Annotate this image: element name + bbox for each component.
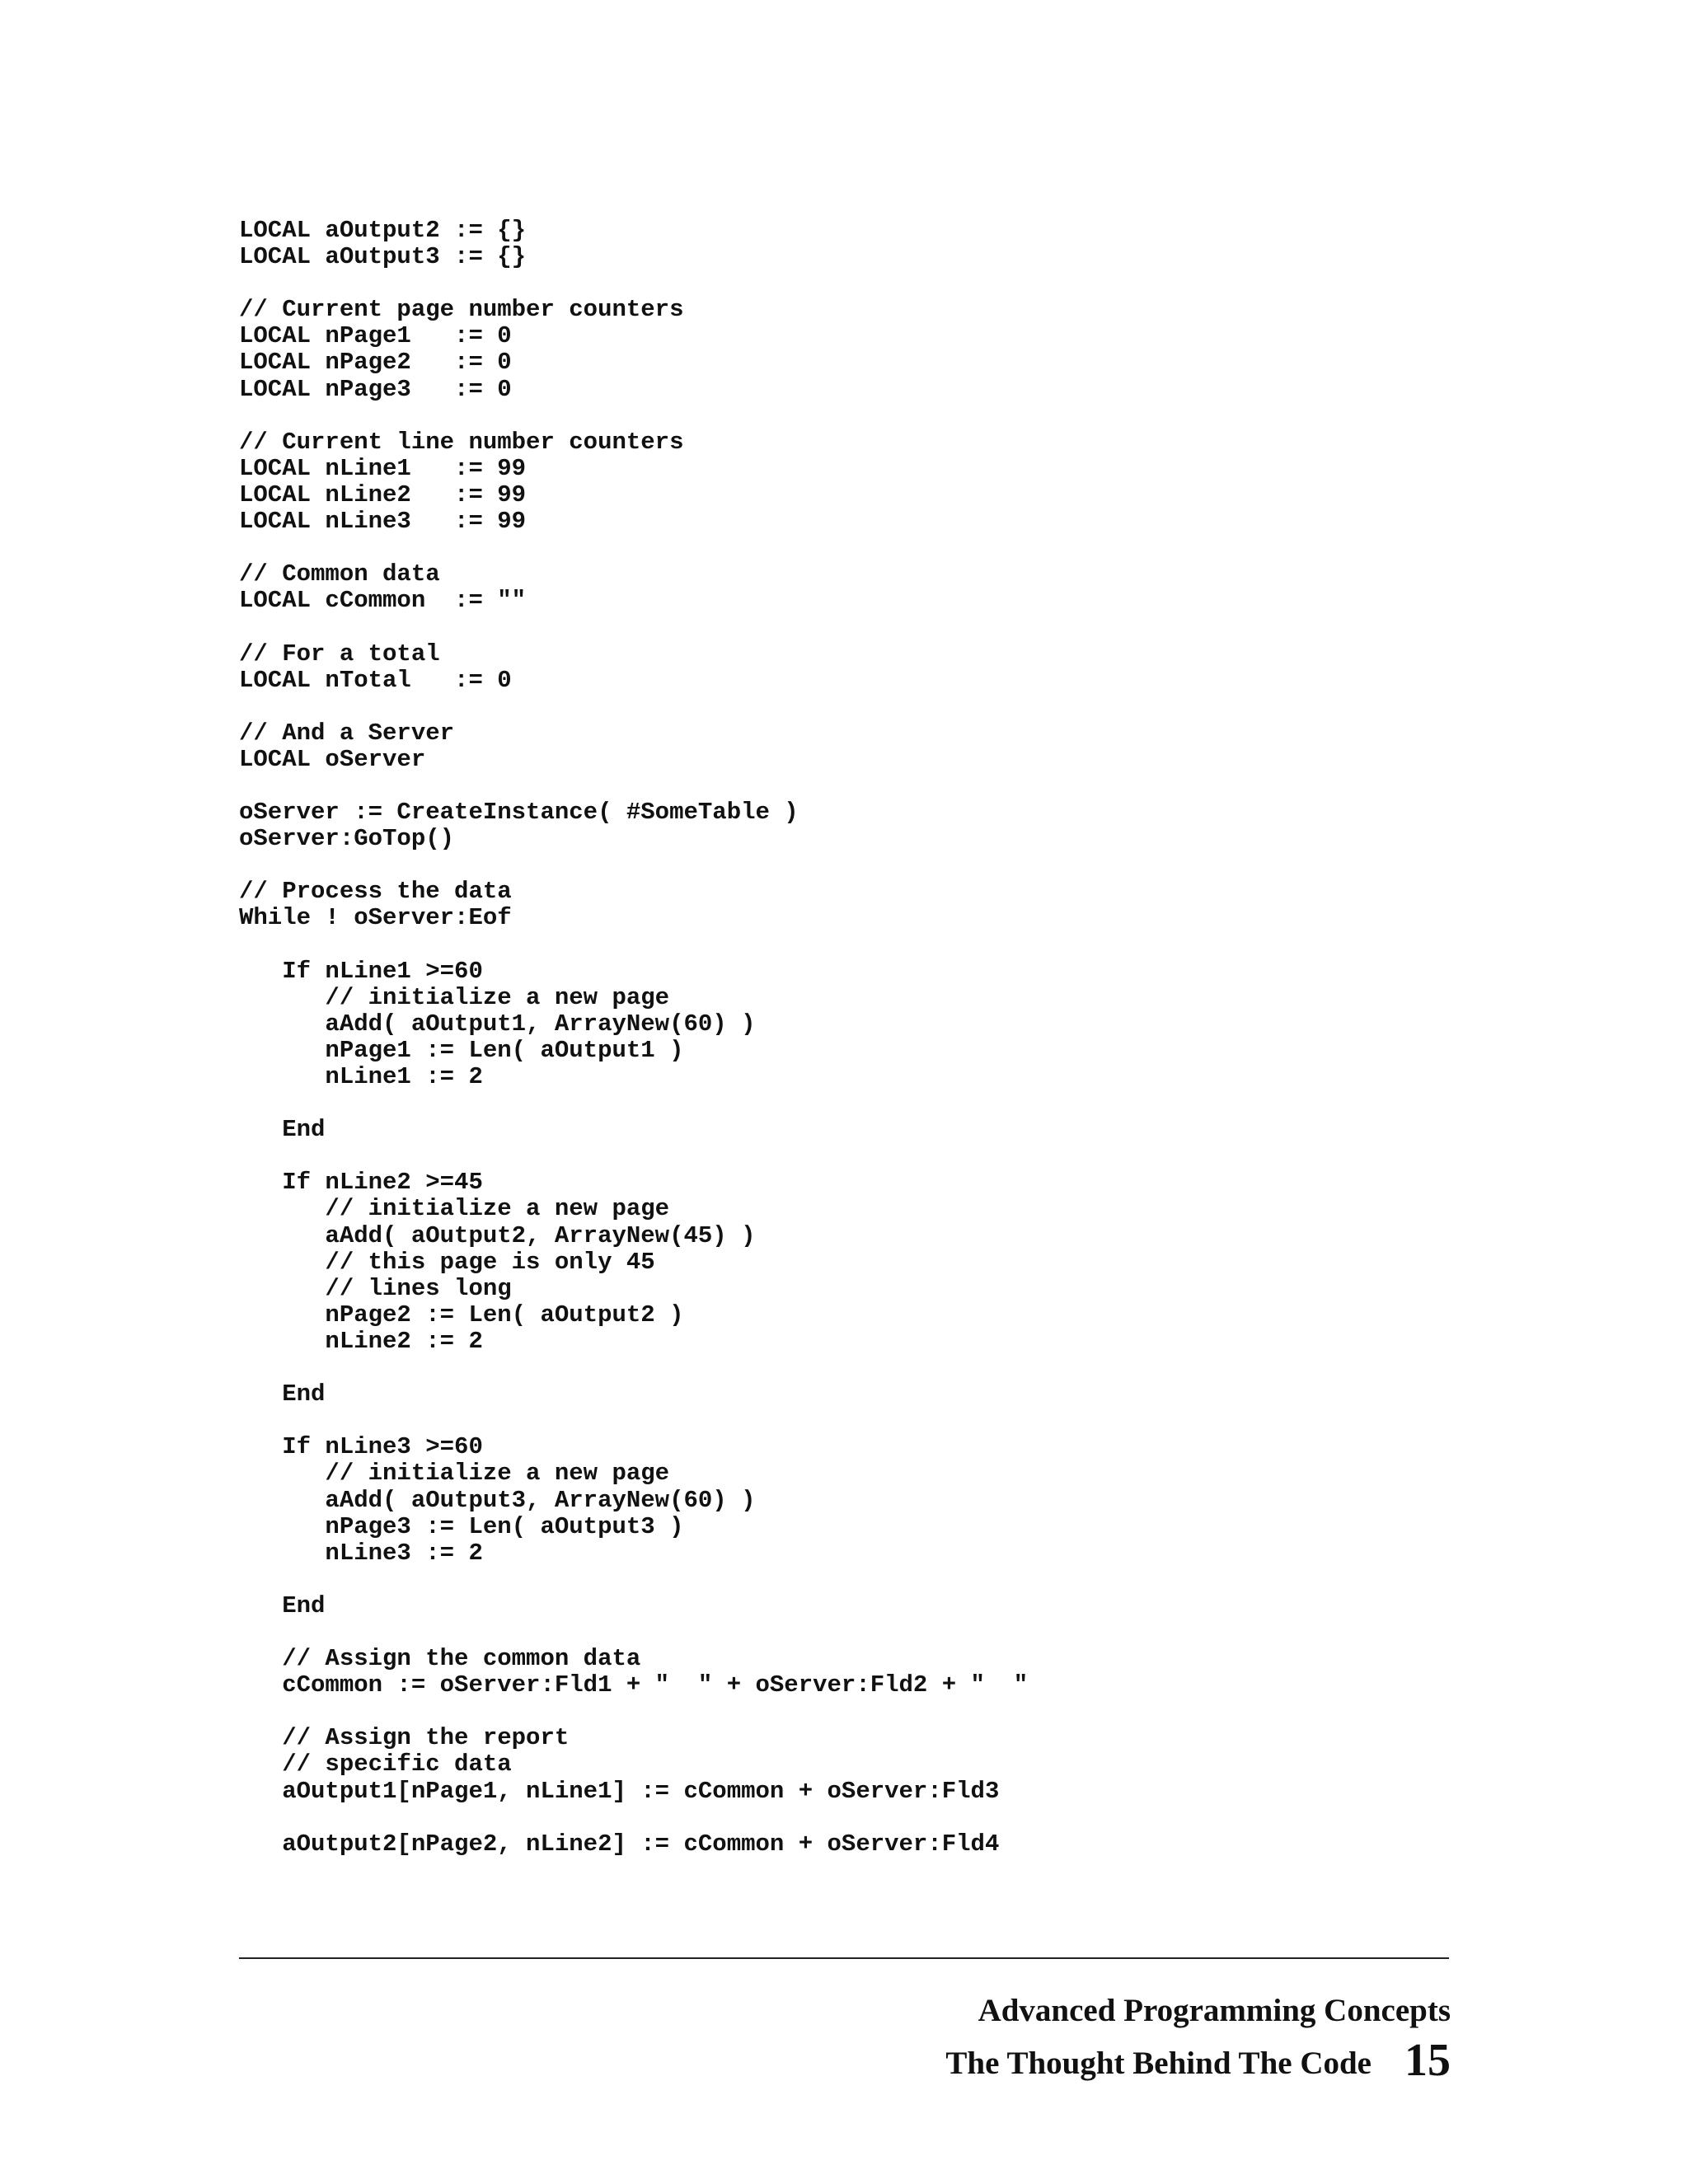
footer-subtitle: The Thought Behind The Code	[945, 2046, 1372, 2081]
code-line	[239, 694, 1028, 720]
code-line	[239, 270, 1028, 297]
code-line: // For a total	[239, 640, 440, 668]
code-line: nPage3 := Len( aOutput3 )	[239, 1512, 684, 1540]
footer-subtitle-line	[945, 2036, 1451, 2088]
code-line: LOCAL nPage2 := 0	[239, 349, 512, 377]
code-line: // lines long	[239, 1274, 512, 1302]
code-line	[239, 1090, 1028, 1117]
code-line: nPage1 := Len( aOutput1 )	[239, 1036, 684, 1064]
code-line	[239, 773, 1028, 799]
code-line: LOCAL cCommon := ""	[239, 587, 527, 615]
code-line: LOCAL aOutput2 := {}	[239, 217, 527, 244]
code-listing	[239, 218, 1028, 1858]
code-line: nPage2 := Len( aOutput2 )	[239, 1301, 684, 1329]
footer-divider	[239, 1957, 1449, 1959]
code-line: // Current line number counters	[239, 428, 684, 456]
code-line: nLine3 := 2	[239, 1539, 483, 1567]
code-line: LOCAL nTotal := 0	[239, 666, 512, 694]
code-line: LOCAL nPage1 := 0	[239, 322, 512, 350]
code-line: // Process the data	[239, 878, 512, 906]
code-line: aOutput1[nPage1, nLine1] := cCommon + oServer:Fld3	[239, 1777, 1000, 1805]
code-line: While ! oServer:Eof	[239, 904, 512, 932]
code-line	[239, 1619, 1028, 1646]
code-line: nLine2 := 2	[239, 1327, 483, 1355]
code-line	[239, 1408, 1028, 1434]
code-line	[239, 1699, 1028, 1725]
code-line: If nLine3 >=60	[239, 1433, 483, 1461]
code-line: LOCAL aOutput3 := {}	[239, 243, 527, 271]
code-line	[239, 1567, 1028, 1593]
code-line: // initialize a new page	[239, 1460, 670, 1488]
code-line: LOCAL nPage3 := 0	[239, 375, 512, 403]
code-line: aAdd( aOutput3, ArrayNew(60) )	[239, 1486, 756, 1514]
code-line: oServer := CreateInstance( #SomeTable )	[239, 799, 799, 827]
code-line	[239, 535, 1028, 561]
code-line: aAdd( aOutput1, ArrayNew(60) )	[239, 1010, 756, 1038]
code-line: End	[239, 1591, 326, 1619]
code-line	[239, 1355, 1028, 1381]
code-line: LOCAL nLine3 := 99	[239, 508, 527, 536]
page-footer	[945, 1986, 1451, 2088]
code-line: // Assign the report	[239, 1724, 570, 1752]
code-line: // initialize a new page	[239, 983, 670, 1011]
code-line: aOutput2[nPage2, nLine2] := cCommon + oServer:Fld4	[239, 1830, 1000, 1858]
footer-book-title: Advanced Programming Concepts	[978, 1993, 1451, 2028]
code-line: LOCAL nLine2 := 99	[239, 480, 527, 509]
code-line: // Current page number counters	[239, 296, 684, 324]
code-line: oServer:GoTop()	[239, 825, 455, 853]
code-line: If nLine1 >=60	[239, 957, 483, 985]
code-line: End	[239, 1380, 326, 1408]
code-line: // specific data	[239, 1750, 512, 1779]
code-line	[239, 403, 1028, 429]
code-line: aAdd( aOutput2, ArrayNew(45) )	[239, 1221, 756, 1249]
code-line: LOCAL nLine1 := 99	[239, 454, 527, 482]
code-line	[239, 1143, 1028, 1169]
code-line	[239, 614, 1028, 640]
code-line: // Assign the common data	[239, 1645, 641, 1673]
code-line: If nLine2 >=45	[239, 1169, 483, 1197]
code-line: // initialize a new page	[239, 1195, 670, 1223]
code-line: // this page is only 45	[239, 1248, 655, 1276]
code-line: End	[239, 1116, 326, 1144]
code-line: // Common data	[239, 560, 440, 588]
code-line	[239, 932, 1028, 958]
code-line	[239, 1805, 1028, 1831]
code-line	[239, 852, 1028, 879]
code-line: // And a Server	[239, 719, 455, 747]
page-number: 15	[1404, 2035, 1451, 2086]
code-line: LOCAL oServer	[239, 745, 426, 773]
code-line: nLine1 := 2	[239, 1063, 483, 1090]
code-line: cCommon := oServer:Fld1 + " " + oServer:Fld2 + " "	[239, 1671, 1029, 1699]
